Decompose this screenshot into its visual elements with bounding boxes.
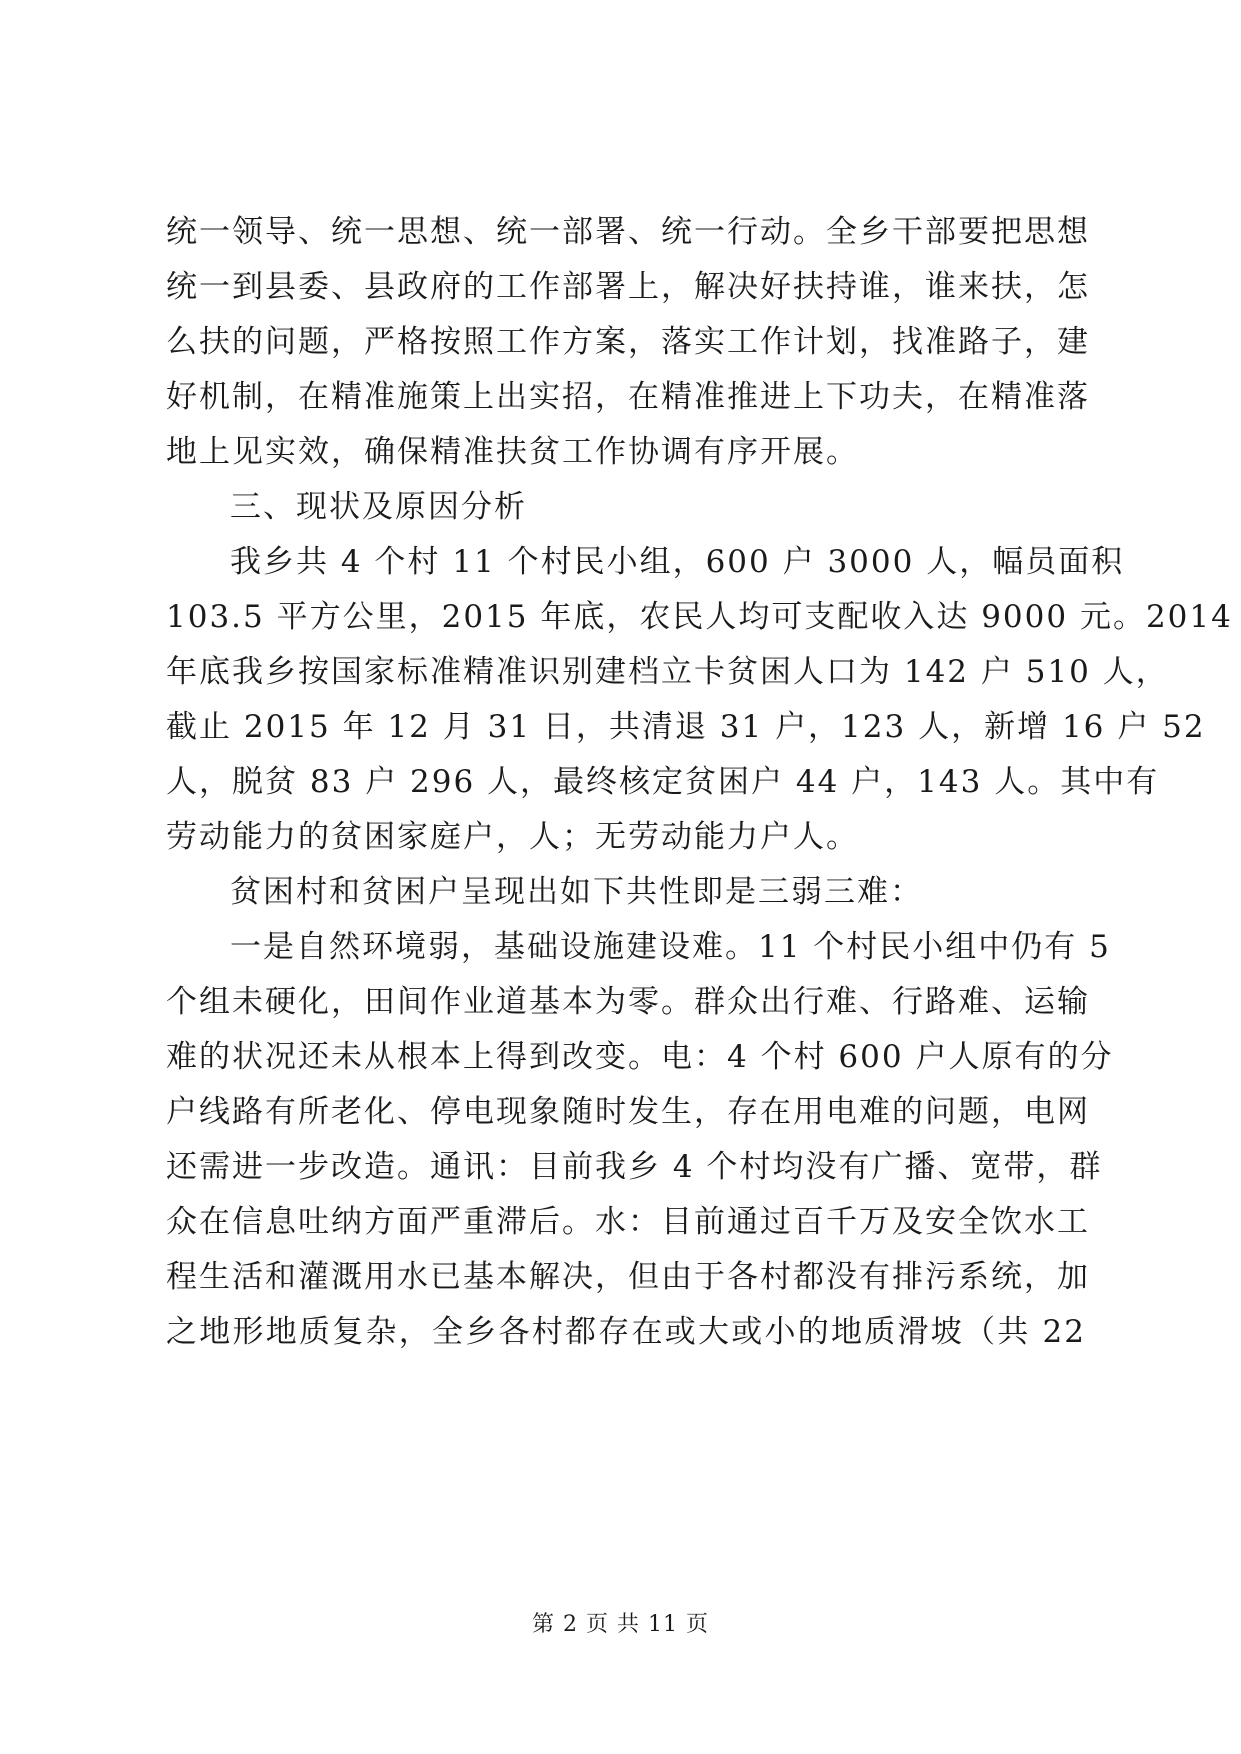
page-number-footer: 第 2 页 共 11 页 [532,1612,709,1637]
paragraph-line: 众在信息吐纳方面严重滞后。水：目前通过百千万及安全饮水工 [166,1204,1090,1240]
paragraph-line: 程生活和灌溉用水已基本解决，但由于各村都没有排污系统，加 [166,1259,1090,1295]
paragraph-line: 好机制，在精准施策上出实招，在精准推进上下功夫，在精准落 [166,379,1090,415]
paragraph-line: 之地形地质复杂，全乡各村都存在或大或小的地质滑坡（共 22 [166,1314,1086,1350]
paragraph-line: 么扶的问题，严格按照工作方案，落实工作计划，找准路子，建 [166,324,1090,360]
paragraph-line: 截止 2015 年 12 月 31 日，共清退 31 户，123 人，新增 16 户 52 [166,709,1206,745]
paragraph-line: 个组未硬化，田间作业道基本为零。群众出行难、行路难、运输 [166,984,1090,1020]
paragraph-line: 统一领导、统一思想、统一部署、统一行动。全乡干部要把思想 [166,214,1090,250]
paragraph-line: 103.5 平方公里，2015 年底，农民人均可支配收入达 9000 元。2014 [166,599,1233,635]
paragraph-line: 户线路有所老化、停电现象随时发生，存在用电难的问题，电网 [166,1094,1090,1130]
paragraph-line: 人，脱贫 83 户 296 人，最终核定贫困户 44 户，143 人。其中有 [166,764,1160,800]
paragraph-line: 年底我乡按国家标准精准识别建档立卡贫困人口为 142 户 510 人， [166,654,1169,690]
paragraph-line: 难的状况还未从根本上得到改变。电：4 个村 600 户人原有的分 [166,1039,1114,1075]
paragraph-line: 还需进一步改造。通讯：目前我乡 4 个村均没有广播、宽带，群 [166,1149,1103,1185]
paragraph-line: 一是自然环境弱，基础设施建设难。11 个村民小组中仍有 5 [230,929,1111,965]
section-heading: 三、现状及原因分析 [230,489,527,525]
paragraph-line: 劳动能力的贫困家庭户，人；无劳动能力户人。 [166,819,859,855]
paragraph-line: 统一到县委、县政府的工作部署上，解决好扶持谁，谁来扶，怎 [166,269,1090,305]
paragraph-line: 地上见实效，确保精准扶贫工作协调有序开展。 [166,434,859,470]
paragraph-line: 贫困村和贫困户呈现出如下共性即是三弱三难： [230,874,923,910]
paragraph-line: 我乡共 4 个村 11 个村民小组，600 户 3000 人，幅员面积 [230,544,1125,580]
